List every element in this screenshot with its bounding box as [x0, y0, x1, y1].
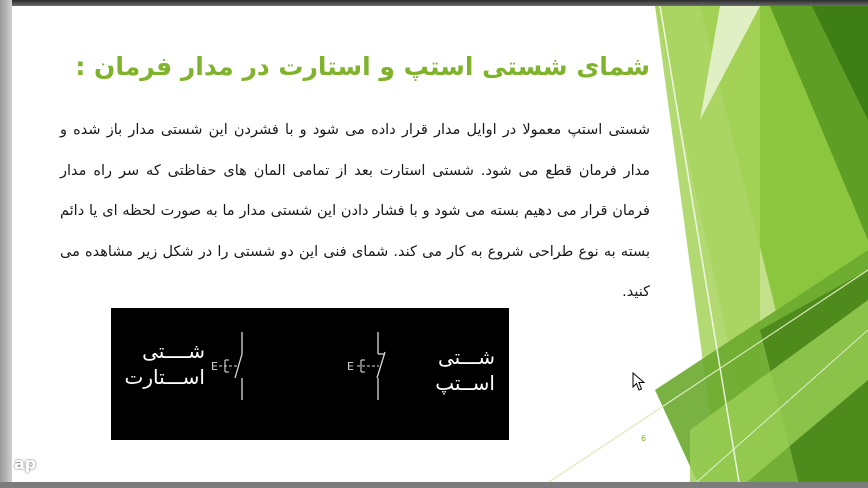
watermark-logo: ap: [14, 454, 37, 473]
slide-body-text: شستی استپ معمولا در اوایل مدار قرار داده می شود و با فشردن این شستی مدار باز شده و مدار فرمان قطع می شود. شستی استارت بعد از تمامی المان های حفاظتی که سر راه مدار فرمان قرار می دهیم بسته می شود و با فشار دادن این شستی مدار ما به صورت لحظه ای یا دائم بسته به نوع طراحی شروع به کار می کند. شمای فنی این دو شستی را در شکل زیر مشاهده می کنید.: [60, 122, 650, 300]
start-symbol-letter: E: [211, 360, 218, 373]
slide-number: 6: [641, 434, 647, 443]
window-left-edge: [0, 0, 12, 488]
slide-title: شمای شستی استپ و استارت در مدار فرمان :: [75, 52, 650, 81]
push-button-diagram: [111, 308, 509, 440]
mouse-cursor-icon: [632, 372, 646, 392]
start-label-line2: اســـتارت: [124, 365, 205, 389]
window-bottom-edge: [0, 482, 868, 488]
start-label-line1: شــــتی: [142, 339, 205, 363]
start-button-label: [105, 338, 205, 390]
stop-label-line2: اســتپ: [435, 371, 495, 395]
stop-label-line1: شـــتی: [437, 345, 495, 369]
stop-button-symbol: [345, 330, 391, 404]
stop-button-label: [395, 344, 495, 396]
start-button-symbol: [209, 328, 249, 402]
stop-symbol-letter: E: [347, 360, 354, 373]
